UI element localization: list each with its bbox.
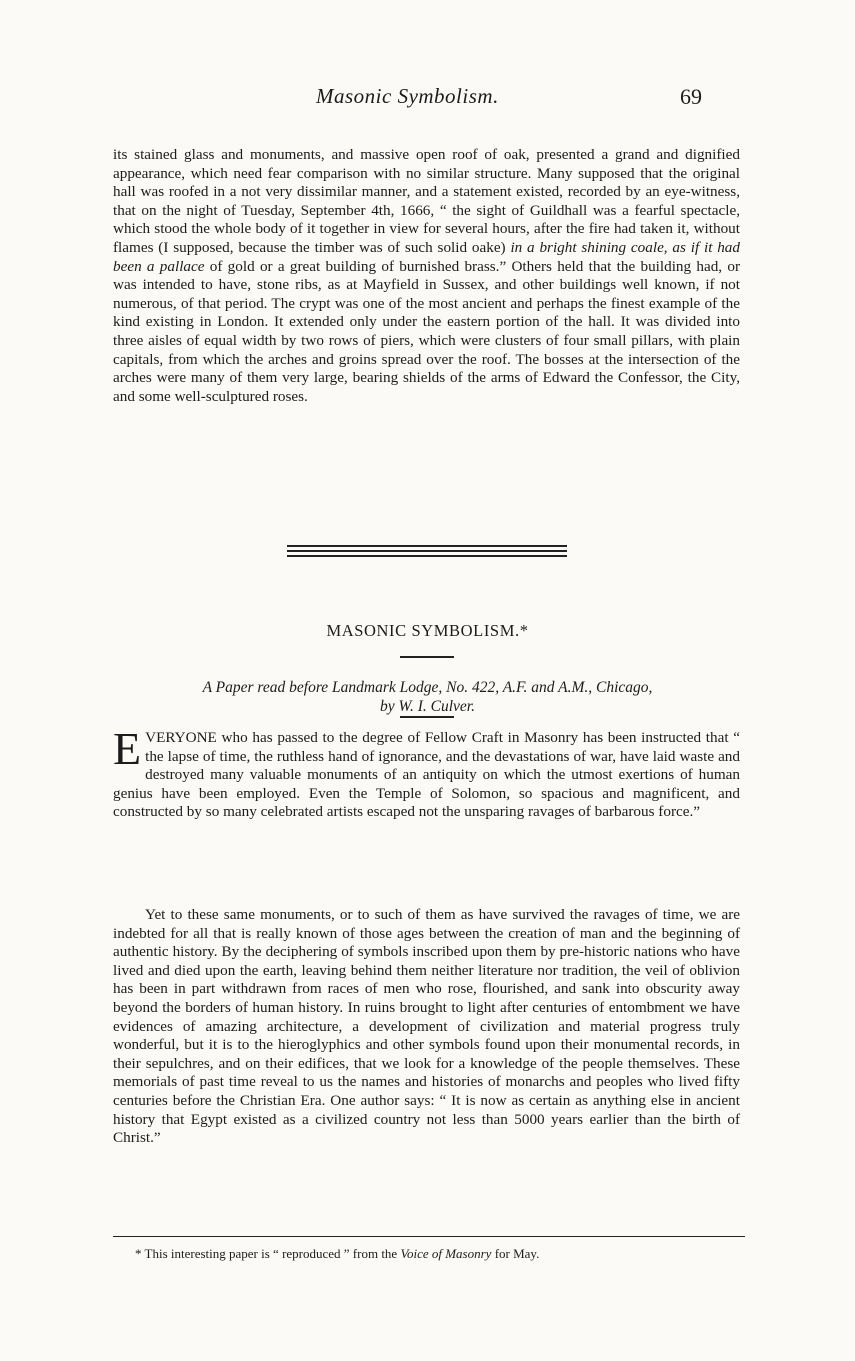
paragraph-text: Yet to these same monuments, or to such of them as have survived the ravages of time, we are indebted for all that is really known of those ages between the creation of man and the beginning of authentic history. By the deciphering of symbols inscribed upon them by pre-historic nations who have lived and died upon the earth, leaving behind them neither literature nor tradition, the veil of oblivion has been in part withdrawn from races of men who rose, flourished, and sank into obscurity away beyond the borders of human history. In ruins brought to light after centuries of entombment we have evidences of amazing architecture, a development of civilization and material progress truly wonderful, but it is to the hieroglyphics and other symbols found upon their monumental records, in their sepulchres, and on their edifices, that we look for a knowledge of the people themselves. These memorials of past time reveal to us the names and histories of monarchs and peoples who lived fifty centuries before the Christian Era. One author says: “ It is now as certain as anything else in ancient history that Egypt existed as a civilized country not less than 5000 years earlier than the birth of Christ.” xyxy=(113,906,740,1147)
footnote-italic: Voice of Masonry xyxy=(400,1246,492,1261)
divider-line xyxy=(287,550,567,552)
paragraph-text-before-quote: its stained glass and monuments, and massive open roof of oak, presented a grand and dignified appearance, which need fear comparison with no similar structure. Many supposed that the original hall was roofed in a not very dissimilar manner, and a statement existed, recorded by an eye-witness, that on the night of Tuesday, September 4th, 1666, “ the sight of Guildhall was a fearful spectacle, which stood the whole body of it together in view for several hours, after the fire had taken it, without flames (I supposed, because the timber was of such solid oake) xyxy=(113,146,740,256)
article-paragraph-1 xyxy=(113,723,740,822)
article-paragraph-2 xyxy=(113,906,740,1148)
divider-line xyxy=(287,545,567,547)
article-title: MASONIC SYMBOLISM.* xyxy=(326,621,529,640)
italic-quote: in a bright shining coale, as if it had been a pallace xyxy=(113,238,740,275)
continued-paragraph xyxy=(113,146,740,406)
footnote-rule xyxy=(113,1236,745,1237)
footnote xyxy=(135,1246,539,1262)
section-divider xyxy=(287,545,567,560)
article-subtitle xyxy=(0,678,855,716)
running-title: Masonic Symbolism. xyxy=(316,84,499,108)
author-line: by W. I. Culver. xyxy=(380,698,475,715)
title-rule xyxy=(400,656,454,658)
divider-line xyxy=(287,555,567,557)
footnote-prefix: * This interesting paper is “ reproduced ” from the xyxy=(135,1246,401,1261)
footnote-suffix: for May. xyxy=(491,1246,540,1261)
page-number: 69 xyxy=(680,84,702,109)
paragraph-text-after-quote: of gold or a great building of burnished brass.” Others held that the building had, or was intended to have, stone ribs, as at Mayfield in Sussex, and other buildings well known, if not numerous, of that period. The crypt was one of the most ancient and perhaps the finest example of the kind existing in London. It extended only under the eastern portion of the hall. It was divided into three aisles of equal width by two rows of piers, which were clusters of four small pillars, with plain capitals, from which the arches and groins spread over the roof. The bosses at the intersection of the arches were many of them very large, bearing shields of the arms of Edward the Confessor, the City, and some well-sculptured roses. xyxy=(113,257,741,405)
subtitle-rule xyxy=(400,716,454,718)
subtitle-line: A Paper read before Landmark Lodge, No. 422, A.F. and A.M., Chicago, xyxy=(202,679,653,696)
drop-cap: E xyxy=(113,723,142,774)
running-head xyxy=(0,84,855,120)
paragraph-text: VERYONE who has passed to the degree of Fellow Craft in Masonry has been instructed that “ the lapse of time, the ruthless hand of ignorance, and the devastations of war, have laid waste and destroyed many valuable monuments of an antiquity on which the utmost exertions of human genius have been employed. Even the Temple of Solomon, so spacious and magnificent, and constructed by so many celebrated artists escaped not the unsparing ravages of barbarous force.” xyxy=(113,729,740,821)
